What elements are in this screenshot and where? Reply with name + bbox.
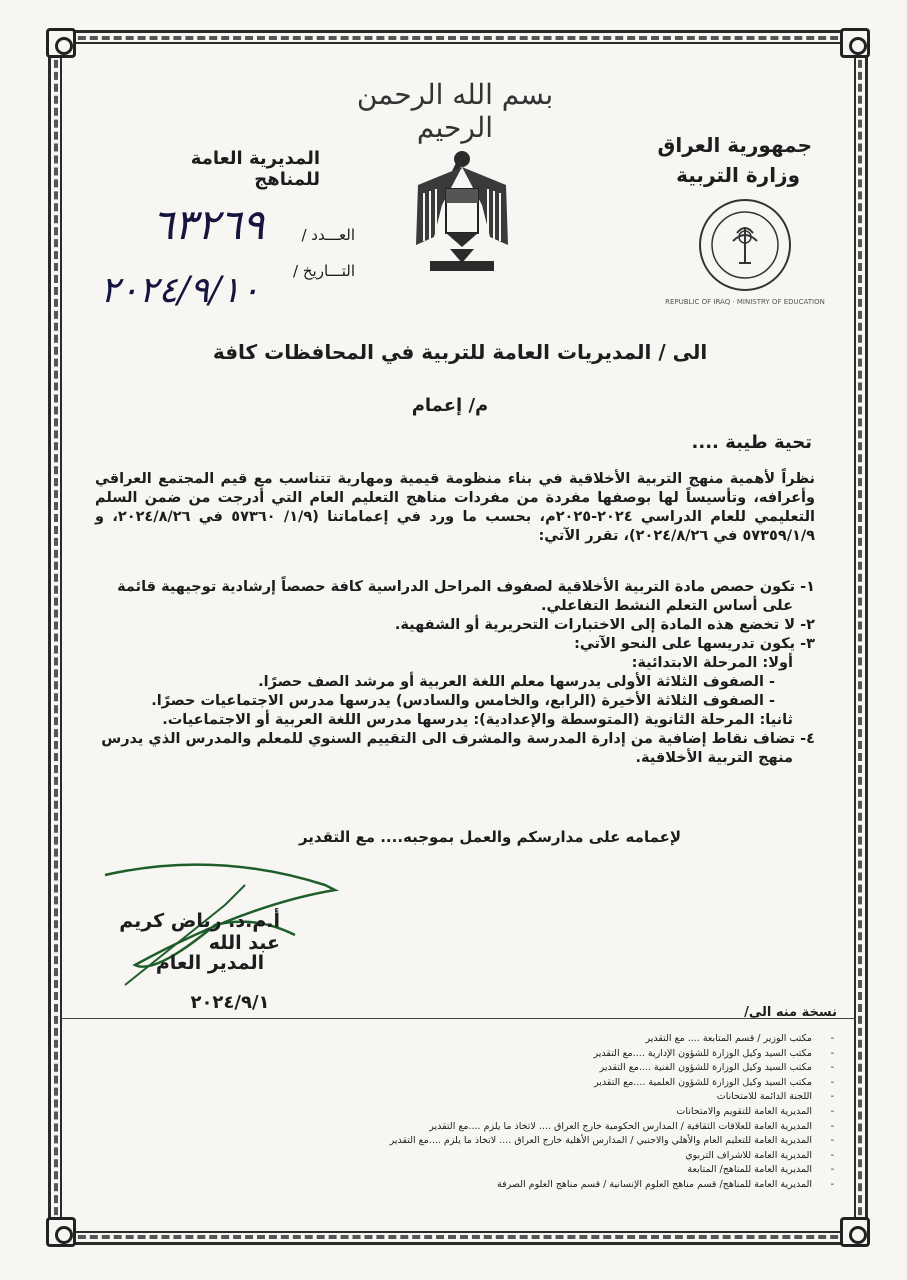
list-item: المديرية العامة للاشراف التربوي -	[252, 1149, 812, 1164]
list-item: - الصفوف الثلاثة الأخيرة (الرابع، والخامس والسادس) يدرسها مدرس الاجتماعيات حصرًا.	[151, 693, 775, 709]
copies-divider	[60, 1018, 856, 1019]
number-label: العـــدد /	[301, 226, 355, 244]
list-item: المديرية العامة للمناهج/ المتابعة -	[252, 1163, 812, 1178]
list-item: ١- تكون حصص مادة التربية الأخلاقية لصفوف المراحل الدراسية كافة حصصاً إرشادية توجيهية قائمة	[117, 579, 815, 595]
list-item: ثانيا: المرحلة الثانوية (المتوسطة والإعدادية): يدرسها مدرس اللغة العربية أو الاجتماعيات.	[162, 712, 793, 728]
directorate-name: المديرية العامة للمناهج	[190, 148, 320, 190]
iraq-eagle-emblem-icon	[412, 145, 512, 275]
corner-ornament	[840, 28, 870, 58]
list-item: المديرية العامة للتعليم العام والأهلي والاجنبي / المدارس الأهلية خارج العراق .... لاتخاذ ما يلزم ....مع التقدير -	[252, 1134, 812, 1149]
signature-date: ٢٠٢٤/٩/١	[190, 992, 270, 1013]
list-item: مكتب السيد وكيل الوزارة للشؤون الفنية ....مع التقدير -	[252, 1061, 812, 1076]
list-item: مكتب الوزير / قسم المتابعة .... مع التقدير -	[252, 1032, 812, 1047]
list-item: المديرية العامة للتقويم والامتحانات -	[252, 1105, 812, 1120]
corner-ornament	[46, 1217, 76, 1247]
list-item: ٣- يكون تدريسها على النحو الآتي:	[574, 636, 815, 652]
list-item: المديرية العامة للمناهج/ قسم مناهج العلوم الإنسانية / قسم مناهج العلوم الصرفة -	[252, 1178, 812, 1193]
signer-name: أ.م.د. رياض كريم عبد الله	[119, 910, 280, 954]
basmala: بسم الله الرحمن الرحيم	[356, 78, 554, 144]
addressee: الى / المديريات العامة للتربية في المحافظات كافة	[212, 340, 708, 364]
list-item: المديرية العامة للعلاقات الثقافية / المدارس الحكومية خارج العراق .... لاتخاذ ما يلزم ....مع التقدير -	[252, 1120, 812, 1135]
ministry-name: وزارة التربية	[676, 163, 800, 187]
list-item: أولا: المرحلة الابتدائية:	[631, 655, 793, 671]
list-item: اللجنة الدائمة للامتحانات -	[252, 1090, 812, 1105]
body-paragraph: نظراً لأهمية منهج التربية الأخلاقية في بناء منظومة قيمية ومهارية تتناسب مع قيم المجتمع العراقي وأعرافه، وتأسيساً لها بوصفها مفردة من مفردات مناهج التعليم العام التي أدرجت من ضمن السلم التعليمي للعام الدراسي ٢٠٢٤-٢٠٢٥م، بحسب ما ورد في إعماماتنا (١/٩/ ٥٧٣٦٠ في ٢٠٢٤/٨/٢٦، و ٥٧٣٥٩/١/٩ في ٢٠٢٤/٨/٢٦)، تقرر الآتي:	[95, 471, 815, 544]
corner-ornament	[840, 1217, 870, 1247]
list-item: منهج التربية الأخلاقية.	[635, 750, 793, 766]
closing-line: لإعمامه على مدارسكم والعمل بموجبه.... مع التقدير	[298, 828, 682, 846]
decisions-list	[95, 578, 815, 768]
copies-header: نسخة منه الى/	[744, 1005, 837, 1020]
seal-caption: REPUBLIC OF IRAQ · MINISTRY OF EDUCATION	[665, 298, 825, 306]
handwritten-date: ٢٠٢٤/٩/١٠	[100, 270, 260, 311]
copies-list	[252, 1032, 812, 1193]
country-name: جمهورية العراق	[657, 133, 812, 157]
handwritten-number: ٦٣٢٦٩	[151, 200, 265, 249]
ministry-seal-icon	[697, 197, 793, 293]
list-item: ٤- تضاف نقاط إضافية من إدارة المدرسة والمشرف الى التقييم السنوي للمعلم والمدرس الذي يدرس	[101, 731, 815, 747]
subject: م/ إعمام	[411, 395, 489, 416]
signer-title: المدير العام	[155, 952, 265, 974]
list-item: مكتب السيد وكيل الوزارة للشؤون الإدارية ....مع التقدير -	[252, 1047, 812, 1062]
list-item: مكتب السيد وكيل الوزارة للشؤون العلمية ....مع التقدير -	[252, 1076, 812, 1091]
letterhead-ministry	[657, 130, 812, 190]
corner-ornament	[46, 28, 76, 58]
list-item: - الصفوف الثلاثة الأولى يدرسها معلم اللغة العربية أو مرشد الصف حصرًا.	[258, 674, 775, 690]
list-item: على أساس التعلم النشط التفاعلي.	[540, 598, 793, 614]
date-label: التـــاريخ /	[293, 262, 355, 280]
greeting: تحية طيبة ....	[691, 432, 812, 453]
list-item: ٢- لا تخضع هذه المادة إلى الاختبارات التحريرية أو الشفهية.	[394, 617, 815, 633]
